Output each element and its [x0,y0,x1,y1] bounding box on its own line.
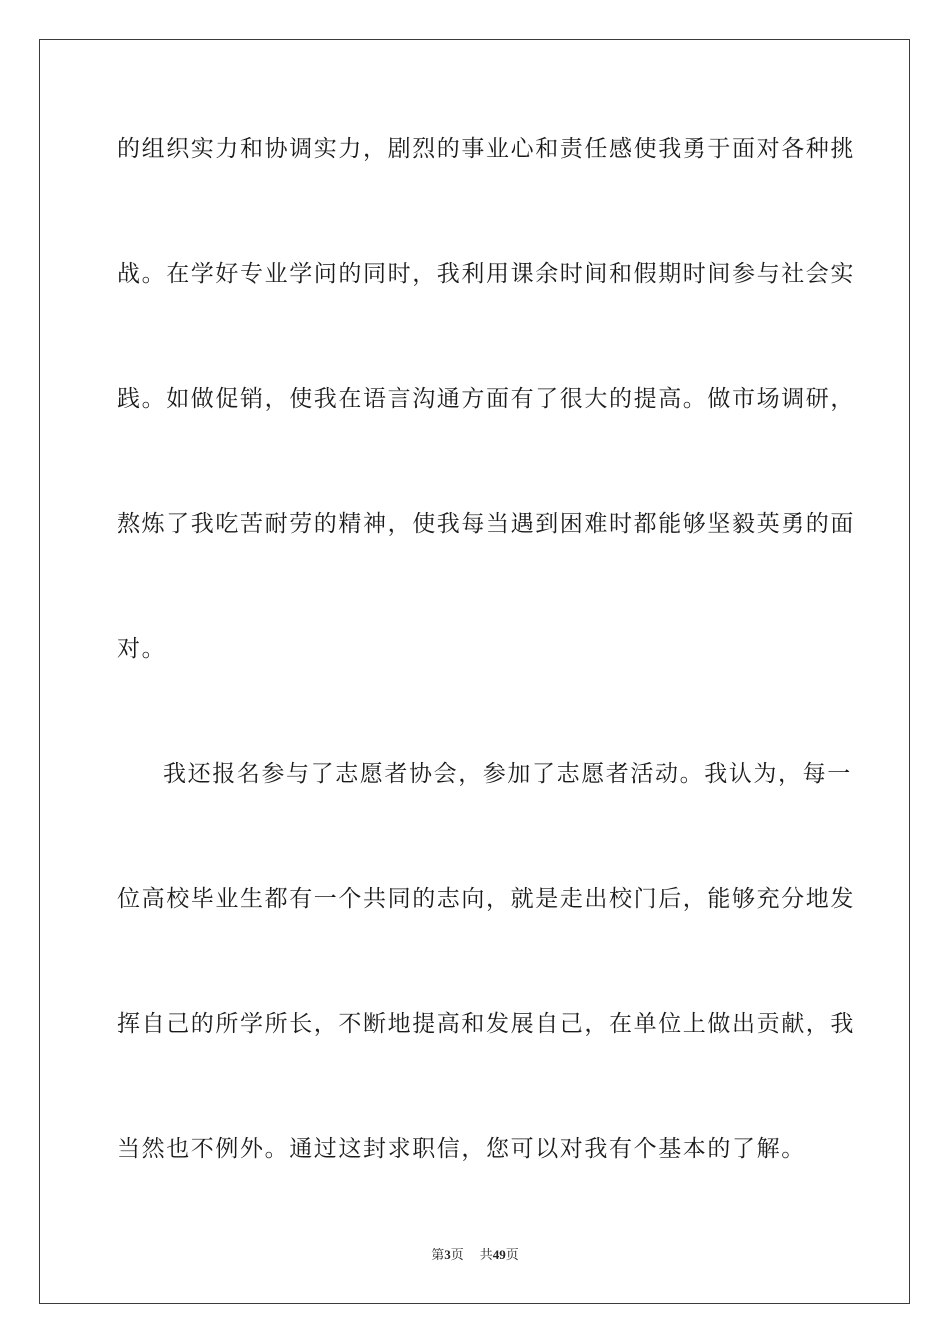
paragraph-1-line-1: 的组织实力和协调实力，剧烈的事业心和责任感使我勇于面对各种挑 [117,136,855,162]
total-pages: 49 [492,1247,506,1262]
page-prefix: 第 [431,1248,445,1263]
paragraph-2-line-4: 当然也不例外。通过这封求职信，您可以对我有个基本的了解。 [117,1136,806,1162]
paragraph-1-line-3: 践。如做促销，使我在语言沟通方面有了很大的提高。做市场调研， [117,386,855,412]
paragraph-1-line-5: 对。 [117,636,167,662]
paragraph-2-line-2: 位高校毕业生都有一个共同的志向，就是走出校门后，能够充分地发 [117,886,855,912]
total-prefix: 共 [479,1248,493,1263]
page-suffix: 页 [450,1248,464,1263]
page-footer [0,1246,950,1265]
paragraph-1-line-4: 熬炼了我吃苦耐劳的精神，使我每当遇到困难时都能够坚毅英勇的面 [117,511,855,537]
total-suffix: 页 [505,1248,519,1263]
paragraph-2-line-3: 挥自己的所学所长，不断地提高和发展自己，在单位上做出贡献，我 [117,1011,855,1037]
page-frame [39,39,910,1304]
paragraph-2-line-1: 我还报名参与了志愿者协会，参加了志愿者活动。我认为，每一 [163,761,852,787]
paragraph-1-line-2: 战。在学好专业学问的同时，我利用课余时间和假期时间参与社会实 [117,261,855,287]
page-number: 3 [444,1247,451,1262]
